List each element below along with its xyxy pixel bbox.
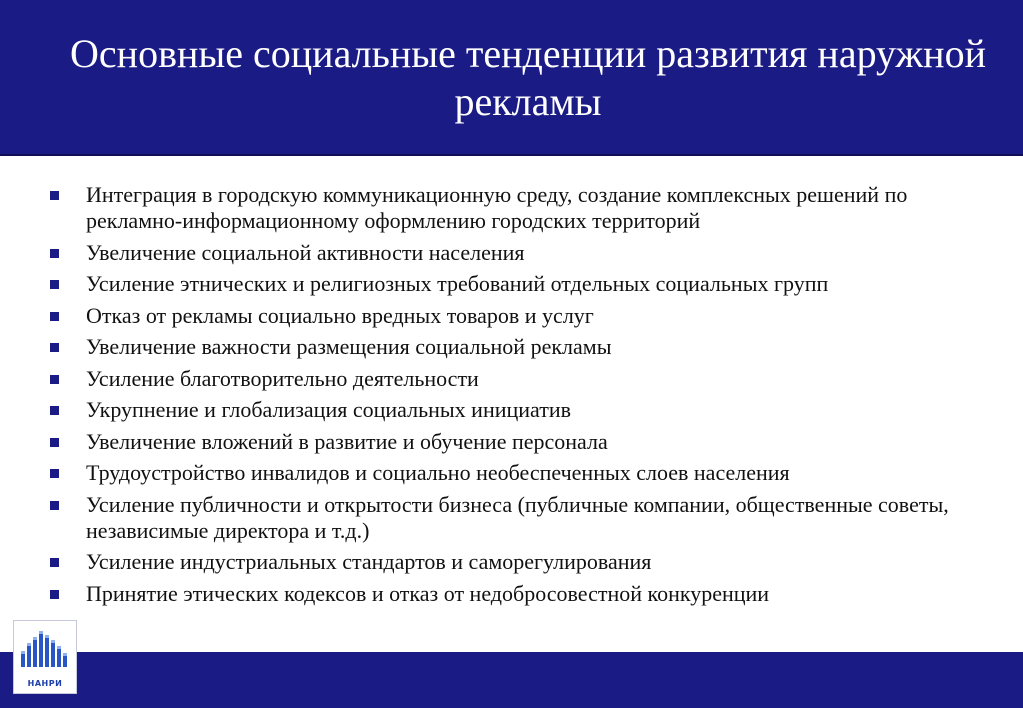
square-bullet-icon — [50, 406, 59, 415]
bullet-text: Интеграция в городскую коммуникационную среду, создание комплексных решений по рекламно-информационному оформлению городских территорий — [86, 182, 908, 233]
bullet-item — [46, 492, 1006, 544]
slide-title: Основные социальные тенденции развития наружной рекламы — [70, 31, 986, 124]
bullet-list — [46, 182, 1006, 607]
square-bullet-icon — [50, 590, 59, 599]
bullet-item — [46, 366, 1006, 392]
bullet-item — [46, 549, 1006, 575]
footer-band — [0, 652, 1023, 708]
square-bullet-icon — [50, 343, 59, 352]
square-bullet-icon — [50, 312, 59, 321]
bullet-text: Усиление благотворительно деятельности — [86, 365, 479, 391]
bullet-text: Усиление индустриальных стандартов и саморегулирования — [86, 549, 652, 574]
square-bullet-icon — [50, 501, 59, 510]
bullet-text: Трудоустройство инвалидов и социально необеспеченных слоев населения — [86, 460, 790, 485]
bar-chart-logo-icon — [21, 631, 71, 667]
bullet-item — [46, 334, 1006, 360]
square-bullet-icon — [50, 191, 59, 200]
square-bullet-icon — [50, 249, 59, 258]
bullet-item — [46, 429, 1006, 455]
bullet-item — [46, 581, 1006, 607]
square-bullet-icon — [50, 280, 59, 289]
bullet-text: Усиление публичности и открытости бизнеса (публичные компании, общественные советы, независимые директора и т.д.) — [86, 491, 949, 543]
bullet-text: Увеличение важности размещения социальной рекламы — [86, 334, 612, 359]
bullet-item — [46, 303, 1006, 329]
bullet-text: Укрупнение и глобализация социальных инициатив — [86, 397, 572, 422]
nanri-logo — [13, 620, 77, 694]
bullet-text: Усиление этнических и религиозных требований отдельных социальных групп — [86, 271, 829, 296]
bullet-text: Отказ от рекламы социально вредных товаров и услуг — [86, 302, 594, 328]
square-bullet-icon — [50, 558, 59, 567]
bullet-item — [46, 182, 1006, 234]
bullet-item — [46, 271, 1006, 297]
slide-content — [46, 182, 1006, 612]
bullet-text: Увеличение вложений в развитие и обучение персонала — [86, 428, 608, 454]
logo-text: НАНРИ — [27, 679, 63, 688]
bullet-text: Увеличение социальной активности населения — [86, 239, 525, 265]
bullet-item — [46, 397, 1006, 423]
square-bullet-icon — [50, 438, 59, 447]
square-bullet-icon — [50, 375, 59, 384]
bullet-text: Принятие этических кодексов и отказ от недобросовестной конкуренции — [86, 580, 770, 606]
header-band — [0, 0, 1023, 156]
bullet-item — [46, 460, 1006, 486]
square-bullet-icon — [50, 469, 59, 478]
bullet-item — [46, 240, 1006, 266]
